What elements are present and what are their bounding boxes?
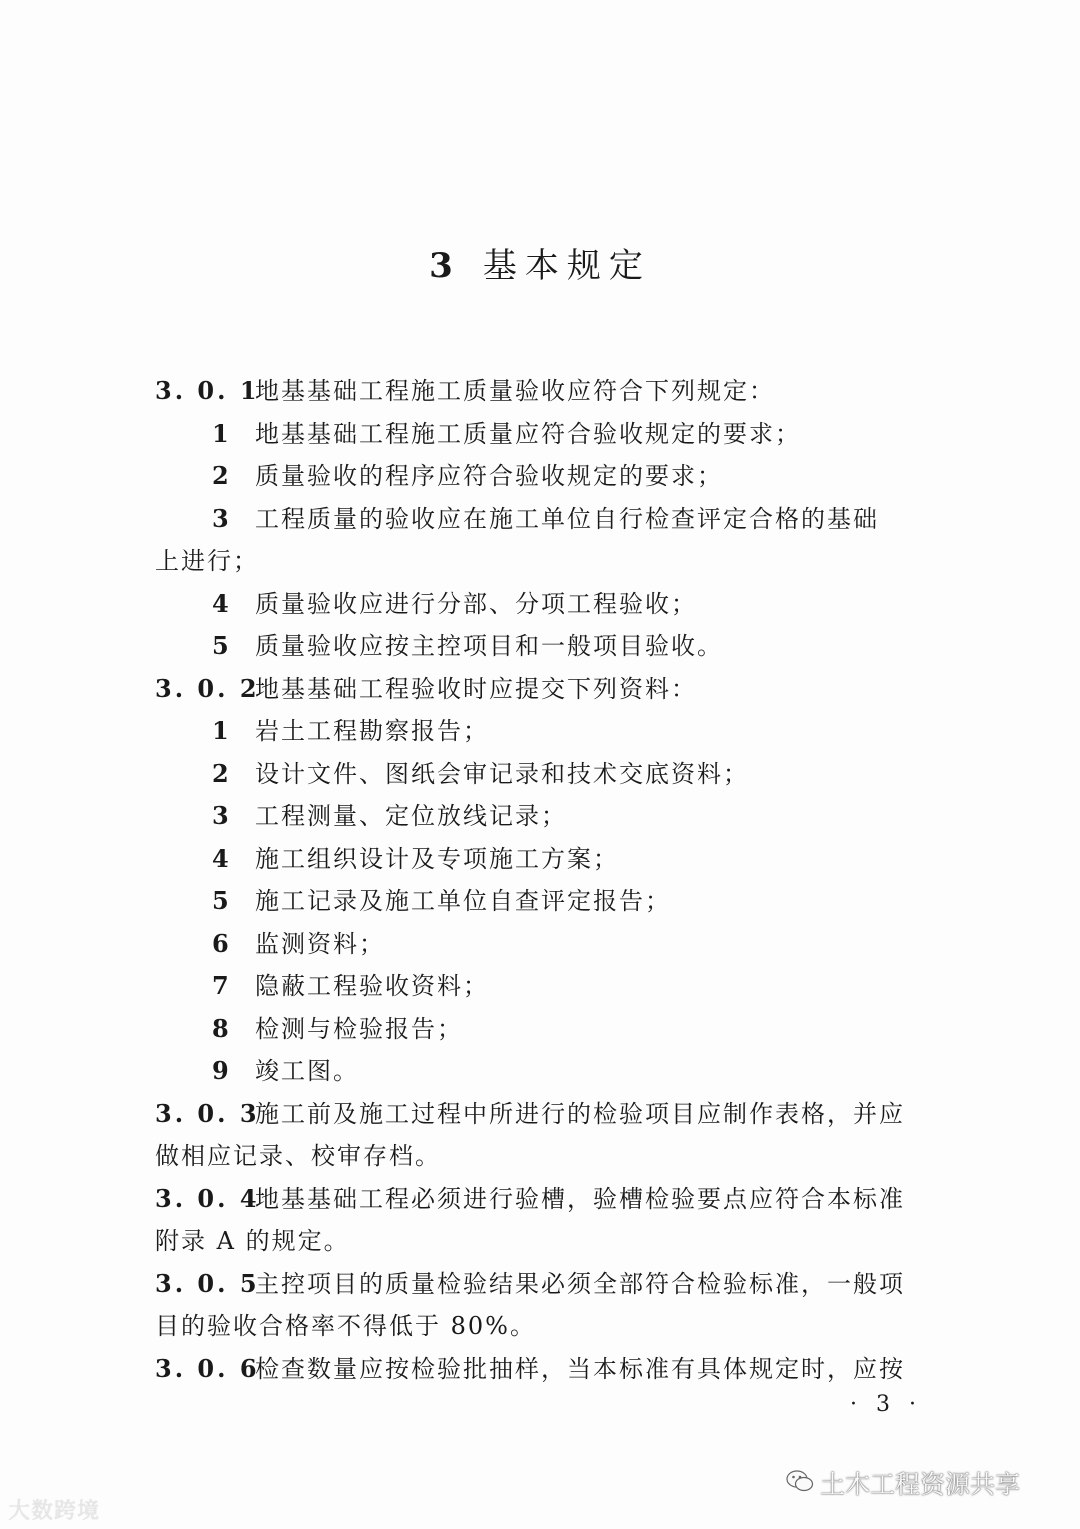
text-line <box>0 1138 1080 1174</box>
item-number: 6 <box>212 928 229 958</box>
item-number: 2 <box>212 461 229 490</box>
clause-text: 地基基础工程施工质量验收应符合下列规定： <box>255 377 775 405</box>
watermark-right-text: 土木工程资源共享 <box>820 1470 1021 1499</box>
text-line <box>0 628 1080 664</box>
clause-number: 3. 0. 4 <box>155 1183 260 1213</box>
clause-text: 施工前及施工过程中所进行的检验项目应制作表格，并应 <box>255 1099 905 1128</box>
text-line <box>0 968 1080 1004</box>
continuation-text: 做相应记录、校审存档。 <box>155 1142 441 1170</box>
text-line <box>0 458 1080 494</box>
clause-text: 设计文件、图纸会审记录和技术交底资料； <box>255 759 749 788</box>
item-number: 1 <box>212 418 229 448</box>
text-line <box>0 416 1080 452</box>
clause-text: 地基基础工程验收时应提交下列资料： <box>255 674 697 703</box>
text-line <box>0 373 1080 409</box>
chapter-number: 3 <box>429 246 461 286</box>
text-line <box>0 713 1080 749</box>
clause-number: 3. 0. 3 <box>155 1098 260 1128</box>
text-line <box>0 501 1080 537</box>
chapter-title-text: 基本规定 <box>482 246 651 286</box>
text-line <box>0 756 1080 792</box>
text-line <box>0 883 1080 919</box>
wechat-icon <box>786 1469 814 1499</box>
continuation-text: 附录 A 的规定。 <box>155 1227 350 1255</box>
text-line <box>0 1308 1080 1344</box>
text-line <box>0 841 1080 877</box>
clause-text: 质量验收应按主控项目和一般项目验收。 <box>255 632 723 660</box>
clause-number: 3. 0. 5 <box>155 1268 260 1298</box>
clause-text: 隐蔽工程验收资料； <box>255 972 489 1000</box>
item-number: 5 <box>212 886 229 915</box>
text-line <box>0 671 1080 707</box>
clause-number: 3. 0. 2 <box>155 673 260 703</box>
watermark-wechat <box>786 1465 1020 1501</box>
clause-text: 竣工图。 <box>255 1057 359 1085</box>
clause-text: 施工记录及施工单位自查评定报告； <box>255 887 671 915</box>
clause-text: 施工组织设计及专项施工方案； <box>255 844 619 873</box>
item-number: 1 <box>212 716 229 745</box>
clause-text: 监测资料； <box>255 929 385 958</box>
text-line <box>0 1266 1080 1302</box>
clause-number: 3. 0. 6 <box>155 1353 260 1383</box>
item-number: 8 <box>212 1013 229 1043</box>
text-line <box>0 1053 1080 1089</box>
chapter-title <box>0 238 1080 287</box>
clause-text: 检测与检验报告； <box>255 1014 463 1043</box>
item-number: 5 <box>212 631 229 660</box>
watermark-left-text: 大数跨境 <box>8 1499 101 1524</box>
clause-text: 质量验收的程序应符合验收规定的要求； <box>255 462 723 490</box>
text-line <box>0 1181 1080 1217</box>
clause-text: 地基基础工程必须进行验槽，验槽检验要点应符合本标准 <box>255 1184 905 1213</box>
item-number: 3 <box>212 503 229 533</box>
text-line <box>0 1351 1080 1387</box>
text-line <box>0 586 1080 622</box>
clause-text: 地基基础工程施工质量应符合验收规定的要求； <box>255 419 801 448</box>
text-line <box>0 1096 1080 1132</box>
clause-text: 工程质量的验收应在施工单位自行检查评定合格的基础 <box>255 504 879 533</box>
text-line <box>0 1011 1080 1047</box>
watermark-logo-left <box>8 1494 100 1525</box>
clause-text: 岩土工程勘察报告； <box>255 717 489 745</box>
item-number: 4 <box>212 843 229 873</box>
clause-number: 3. 0. 1 <box>155 376 260 405</box>
page-number: · 3 · <box>850 1392 922 1417</box>
clause-text: 质量验收应进行分部、分项工程验收； <box>255 589 697 618</box>
item-number: 3 <box>212 801 229 830</box>
item-number: 4 <box>212 588 229 618</box>
clause-text: 检查数量应按检验批抽样，当本标准有具体规定时，应按 <box>255 1354 905 1383</box>
clause-text: 主控项目的质量检验结果必须全部符合检验标准，一般项 <box>255 1269 905 1298</box>
item-number: 2 <box>212 758 229 788</box>
text-line <box>0 798 1080 834</box>
continuation-text: 上进行； <box>155 547 259 575</box>
item-number: 7 <box>212 971 229 1000</box>
text-line <box>0 543 1080 579</box>
text-line <box>0 1223 1080 1259</box>
continuation-text: 目的验收合格率不得低于 80%。 <box>155 1312 536 1340</box>
text-line <box>0 926 1080 962</box>
clause-text: 工程测量、定位放线记录； <box>255 802 567 830</box>
item-number: 9 <box>212 1056 229 1085</box>
